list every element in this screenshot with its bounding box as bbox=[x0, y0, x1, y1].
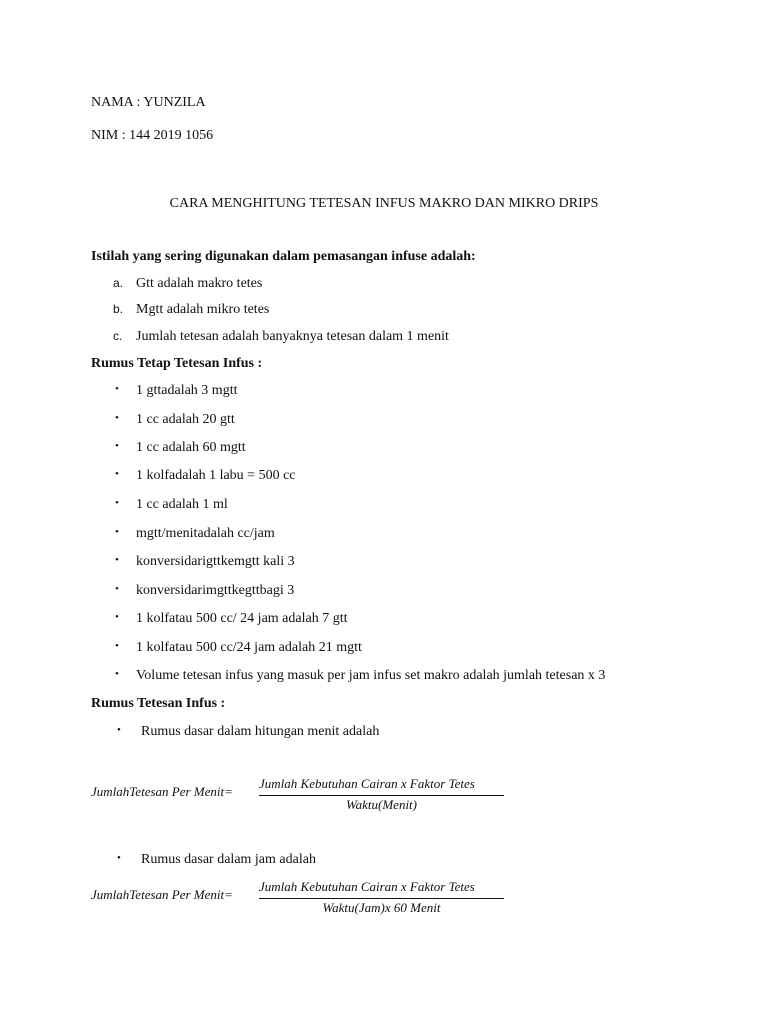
bullet-marker: • bbox=[115, 526, 119, 538]
bullet-marker: • bbox=[115, 640, 119, 652]
list-item-text: Volume tetesan infus yang masuk per jam infus set makro adalah jumlah tetesan x 3 bbox=[136, 668, 606, 683]
section-heading-terms: Istilah yang sering digunakan dalam pemasangan infuse adalah: bbox=[91, 249, 476, 264]
bullet-marker: • bbox=[115, 412, 119, 424]
list-marker: b. bbox=[113, 302, 124, 316]
formula-lhs: JumlahTetesan Per Menit= bbox=[91, 784, 233, 799]
list-item-text: 1 cc adalah 1 ml bbox=[136, 497, 228, 512]
formula-denominator: Waktu(Menit) bbox=[346, 797, 417, 812]
formula-lhs: JumlahTetesan Per Menit= bbox=[91, 887, 233, 902]
bullet-marker: • bbox=[115, 383, 119, 395]
list-item-text: Mgtt adalah mikro tetes bbox=[136, 302, 270, 317]
list-item-text: Rumus dasar dalam jam adalah bbox=[141, 852, 316, 867]
fraction-bar bbox=[259, 795, 504, 796]
list-item-text: 1 cc adalah 20 gtt bbox=[136, 412, 235, 427]
list-marker: c. bbox=[113, 329, 123, 343]
bullet-marker: • bbox=[115, 611, 119, 623]
bullet-marker: • bbox=[117, 724, 121, 736]
formula-denominator: Waktu(Jam)x 60 Menit bbox=[322, 900, 441, 915]
bullet-marker: • bbox=[115, 668, 119, 680]
list-item-text: 1 gttadalah 3 mgtt bbox=[136, 383, 238, 398]
list-item-text: 1 kolfadalah 1 labu = 500 cc bbox=[136, 468, 296, 483]
bullet-marker: • bbox=[115, 583, 119, 595]
bullet-marker: • bbox=[115, 440, 119, 452]
list-item-text: konversidarigttkemgtt kali 3 bbox=[136, 554, 295, 569]
section-heading-fixed-formulas: Rumus Tetap Tetesan Infus : bbox=[91, 356, 263, 371]
document-title: CARA MENGHITUNG TETESAN INFUS MAKRO DAN MIKRO DRIPS bbox=[169, 196, 599, 211]
bullet-marker: • bbox=[115, 497, 119, 509]
list-item-text: 1 kolfatau 500 cc/ 24 jam adalah 7 gtt bbox=[136, 611, 348, 626]
list-item-text: 1 cc adalah 60 mgtt bbox=[136, 440, 246, 455]
fraction-bar bbox=[259, 898, 504, 899]
list-item-text: Gtt adalah makro tetes bbox=[136, 276, 263, 291]
list-marker: a. bbox=[113, 276, 124, 290]
bullet-marker: • bbox=[115, 468, 119, 480]
section-heading-drip-formulas: Rumus Tetesan Infus : bbox=[91, 696, 226, 711]
list-item-text: 1 kolfatau 500 cc/24 jam adalah 21 mgtt bbox=[136, 640, 362, 655]
formula-numerator: Jumlah Kebutuhan Cairan x Faktor Tetes bbox=[259, 879, 475, 894]
formula-per-minute bbox=[91, 776, 511, 816]
list-item-text: mgtt/menitadalah cc/jam bbox=[136, 526, 275, 541]
list-item-text: konversidarimgttkegttbagi 3 bbox=[136, 583, 295, 598]
bullet-marker: • bbox=[117, 852, 121, 864]
formula-numerator: Jumlah Kebutuhan Cairan x Faktor Tetes bbox=[259, 776, 475, 791]
list-item-text: Jumlah tetesan adalah banyaknya tetesan dalam 1 menit bbox=[136, 329, 449, 344]
list-item-text: Rumus dasar dalam hitungan menit adalah bbox=[141, 724, 380, 739]
student-nim: NIM : 144 2019 1056 bbox=[91, 128, 214, 143]
bullet-marker: • bbox=[115, 554, 119, 566]
student-name: NAMA : YUNZILA bbox=[91, 95, 206, 110]
formula-per-hour bbox=[91, 879, 511, 919]
